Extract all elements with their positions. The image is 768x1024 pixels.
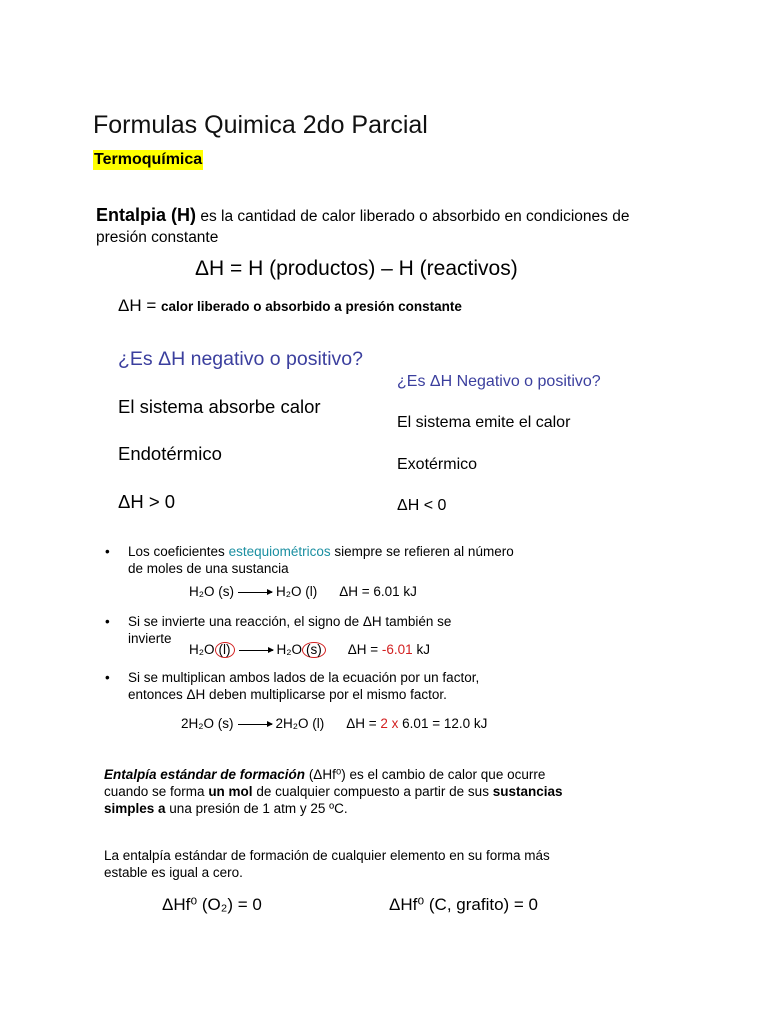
reaction-2-product: H₂O	[276, 642, 302, 657]
reaction-3	[181, 716, 487, 731]
reaction-3-reactant: 2H₂O (s)	[181, 716, 234, 731]
std-equation-oxygen: ΔHf⁰ (O₂) = 0	[162, 895, 262, 914]
teal-term: estequiométricos	[228, 544, 331, 559]
bullet-icon: •	[105, 544, 110, 559]
left-line-2: Endotérmico	[118, 443, 222, 464]
sub-equation-lhs: ΔH =	[118, 296, 162, 315]
bullet-icon: •	[105, 670, 110, 685]
std-equation-graphite: ΔHf⁰ (C, grafito) = 0	[389, 895, 539, 914]
standard-formation-definition: Entalpía estándar de formación (ΔHf⁰) es el cambio de calor que ocurre cuando se forma un mol de cualquier compuesto a partir de sus sustancias simples a una presión de 1 atm y 25 ºC.	[104, 767, 563, 816]
right-line-2: Exotérmico	[397, 456, 478, 473]
sub-equation-text: calor liberado o absorbido a presión constante	[161, 299, 462, 314]
section-heading: Termoquímica	[94, 151, 203, 168]
enthalpy-text: es la cantidad de calor liberado o absorbido en condiciones de presión constante	[96, 208, 630, 246]
bullet-1-text: Los coeficientes	[128, 544, 229, 559]
bullet-2-text: Si se invierte una reacción, el signo de ΔH también se invierte	[128, 614, 452, 646]
question-left: ¿Es ΔH negativo o positivo?	[118, 348, 363, 370]
right-line-3: ΔH < 0	[397, 497, 447, 514]
enthalpy-sub-equation	[118, 296, 462, 316]
reaction-2	[189, 642, 430, 658]
reaction-1	[189, 584, 417, 599]
enthalpy-term: Entalpia (H)	[96, 205, 197, 225]
arrow-icon	[238, 724, 272, 725]
left-line-1: El sistema absorbe calor	[118, 396, 321, 417]
left-line-3: ΔH > 0	[118, 491, 176, 512]
reaction-1-dh: ΔH = 6.01 kJ	[339, 584, 417, 599]
bullet-icon: •	[105, 614, 110, 629]
bullet-1-text-end: siempre se refieren al número de moles de una sustancia	[128, 544, 514, 576]
reaction-3-dh: ΔH = 2 x 6.01 = 12.0 kJ	[346, 716, 488, 731]
enthalpy-definition	[96, 205, 656, 248]
arrow-icon	[238, 592, 272, 593]
standard-element-statement: La entalpía estándar de formación de cualquier elemento en su forma más estable es igual a cero.	[104, 848, 550, 880]
reaction-1-product: H₂O (l)	[275, 584, 318, 599]
std-formation-term: Entalpía estándar de formación	[104, 767, 306, 782]
circled-state: (l)	[215, 642, 235, 658]
bullet-3-text: Si se multiplican ambos lados de la ecuación por un factor, entonces ΔH deben multiplicarse por el mismo factor.	[128, 670, 480, 702]
circled-state: (s)	[302, 642, 326, 658]
reaction-2-dh: ΔH = -6.01 kJ	[347, 642, 430, 657]
reaction-1-reactant: H₂O (s)	[189, 584, 234, 599]
reaction-2-reactant: H₂O	[189, 642, 215, 657]
arrow-icon	[239, 650, 273, 651]
question-right: ¿Es ΔH Negativo o positivo?	[397, 373, 601, 390]
right-line-1: El sistema emite el calor	[397, 414, 571, 431]
enthalpy-equation: ΔH = H (productos) – H (reactivos)	[195, 257, 518, 280]
page-title: Formulas Quimica 2do Parcial	[93, 111, 428, 139]
reaction-3-product: 2H₂O (l)	[275, 716, 325, 731]
